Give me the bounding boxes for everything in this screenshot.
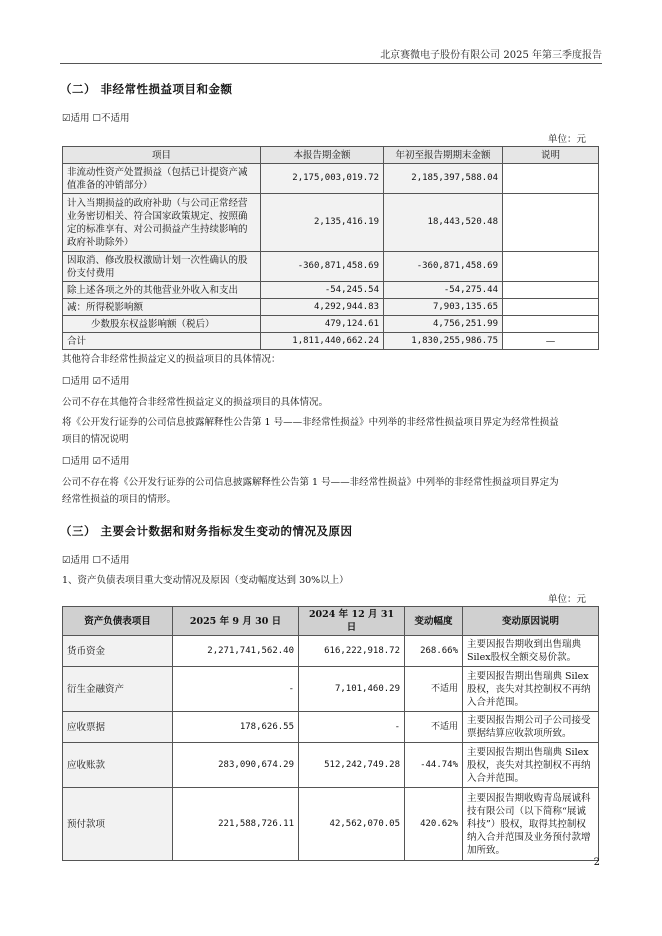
row-2025: 283,090,674.29: [173, 743, 299, 788]
section-3-unit: 单位：元: [547, 594, 586, 605]
table-row: [63, 316, 599, 333]
applicable-marker: ☐适用 ☑不适用: [62, 376, 130, 387]
header-rule: [60, 63, 602, 64]
table-row: [63, 636, 599, 667]
row-item: 应收票据: [63, 712, 173, 743]
table-row: [63, 788, 599, 861]
applicable-marker: ☐适用 ☑不适用: [62, 456, 130, 467]
section-3-applicable: ☑适用 ☐不适用: [62, 555, 130, 566]
row-note: [503, 316, 599, 333]
row-reason: 主要因报告期出售瑞典 Silex股权，丧失对其控制权不再纳入合并范围。: [463, 743, 599, 788]
row-2025: 178,626.55: [173, 712, 299, 743]
row-item: 计入当期损益的政府补助（与公司正常经营业务密切相关、符合国家政策规定、按照确定的标准享有、对公司损益产生持续影响的政府补助除外）: [63, 194, 261, 252]
col-header: 变动原因说明: [463, 607, 599, 636]
col-header: 2024 年 12 月 31 日: [299, 607, 405, 636]
paragraph: 项目的情况说明: [62, 434, 129, 445]
section-3-subtitle: 1、资产负债表项目重大变动情况及原因（变动幅度达到 30%以上）: [62, 575, 349, 586]
row-2025: -: [173, 667, 299, 712]
row-change: -44.74%: [405, 743, 463, 788]
section-2-title: （二） 非经常性损益项目和金额: [60, 82, 233, 96]
row-change: 不适用: [405, 667, 463, 712]
row-item: 合计: [63, 333, 261, 350]
page-header: 北京赛微电子股份有限公司 2025 年第三季度报告: [380, 50, 602, 61]
row-change: 420.62%: [405, 788, 463, 861]
col-header: 项目: [63, 147, 261, 164]
table-row: [63, 164, 599, 194]
section-2-unit: 单位：元: [547, 134, 586, 145]
row-note: —: [503, 333, 599, 350]
row-ytd: 7,903,135.65: [384, 299, 503, 316]
col-header: 本报告期金额: [261, 147, 384, 164]
row-current: -54,245.54: [261, 282, 384, 299]
row-note: [503, 252, 599, 282]
row-current: -360,871,458.69: [261, 252, 384, 282]
balance-sheet-changes-table: [62, 606, 599, 861]
table-row: [63, 712, 599, 743]
section-3-title: （三） 主要会计数据和财务指标发生变动的情况及原因: [60, 524, 353, 538]
table-row: [63, 667, 599, 712]
row-item: 衍生金融资产: [63, 667, 173, 712]
row-change: 不适用: [405, 712, 463, 743]
row-current: 479,124.61: [261, 316, 384, 333]
row-ytd: 18,443,520.48: [384, 194, 503, 252]
paragraph: 将《公开发行证券的公司信息披露解释性公告第 1 号——非经常性损益》中列举的非经常性损益项目界定为经常性损益: [62, 417, 559, 428]
table-header-row: [63, 607, 599, 636]
row-ytd: -54,275.44: [384, 282, 503, 299]
col-header: 2025 年 9 月 30 日: [173, 607, 299, 636]
row-2025: 221,588,726.11: [173, 788, 299, 861]
col-header: 变动幅度: [405, 607, 463, 636]
table-row-total: [63, 333, 599, 350]
row-note: [503, 194, 599, 252]
row-change: 268.66%: [405, 636, 463, 667]
row-reason: 主要因报告期公司子公司接受票据结算应收款项所致。: [463, 712, 599, 743]
col-header: 资产负债表项目: [63, 607, 173, 636]
row-item: 非流动性资产处置损益（包括已计提资产减值准备的冲销部分）: [63, 164, 261, 194]
row-2025: 2,271,741,562.40: [173, 636, 299, 667]
row-ytd: 4,756,251.99: [384, 316, 503, 333]
row-item: 减：所得税影响额: [63, 299, 261, 316]
row-current: 2,175,003,019.72: [261, 164, 384, 194]
row-item: 应收账款: [63, 743, 173, 788]
table-row: [63, 743, 599, 788]
section-2-applicable: ☑适用 ☐不适用: [62, 113, 130, 124]
row-item: 少数股东权益影响额（税后）: [63, 316, 261, 333]
row-note: [503, 299, 599, 316]
row-ytd: 1,830,255,986.75: [384, 333, 503, 350]
row-reason: 主要因报告期收购青岛展诚科技有限公司（以下简称“展诚科技”）股权，取得其控制权纳入合并范围及业务预付款增加所致。: [463, 788, 599, 861]
row-2024: 616,222,918.72: [299, 636, 405, 667]
row-note: [503, 282, 599, 299]
row-current: 4,292,944.83: [261, 299, 384, 316]
row-item: 货币资金: [63, 636, 173, 667]
row-note: [503, 164, 599, 194]
row-ytd: 2,185,397,588.04: [384, 164, 503, 194]
non-recurring-table: [62, 146, 599, 350]
col-header: 说明: [503, 147, 599, 164]
col-header: 年初至报告期期末金额: [384, 147, 503, 164]
row-item: 因取消、修改股权激励计划一次性确认的股份支付费用: [63, 252, 261, 282]
table-row: [63, 252, 599, 282]
table-row: [63, 282, 599, 299]
row-reason: 主要因报告期出售瑞典 Silex股权，丧失对其控制权不再纳入合并范围。: [463, 667, 599, 712]
row-item: 预付款项: [63, 788, 173, 861]
table-header-row: [63, 147, 599, 164]
row-2024: 7,101,460.29: [299, 667, 405, 712]
row-ytd: -360,871,458.69: [384, 252, 503, 282]
row-2024: -: [299, 712, 405, 743]
paragraph: 公司不存在其他符合非经常性损益定义的损益项目的具体情况。: [62, 397, 329, 408]
table-row: [63, 194, 599, 252]
row-current: 1,811,440,662.24: [261, 333, 384, 350]
paragraph: 公司不存在将《公开发行证券的公司信息披露解释性公告第 1 号——非经常性损益》中列举的非经常性损益项目界定为: [62, 477, 559, 488]
table-row: [63, 299, 599, 316]
page-number: 2: [593, 857, 600, 868]
row-2024: 512,242,749.28: [299, 743, 405, 788]
paragraph: 其他符合非经常性损益定义的损益项目的具体情况：: [62, 354, 281, 365]
paragraph: 经常性损益的项目的情形。: [62, 494, 177, 505]
row-2024: 42,562,070.05: [299, 788, 405, 861]
row-reason: 主要因报告期收到出售瑞典Silex股权全额交易价款。: [463, 636, 599, 667]
row-current: 2,135,416.19: [261, 194, 384, 252]
row-item: 除上述各项之外的其他营业外收入和支出: [63, 282, 261, 299]
